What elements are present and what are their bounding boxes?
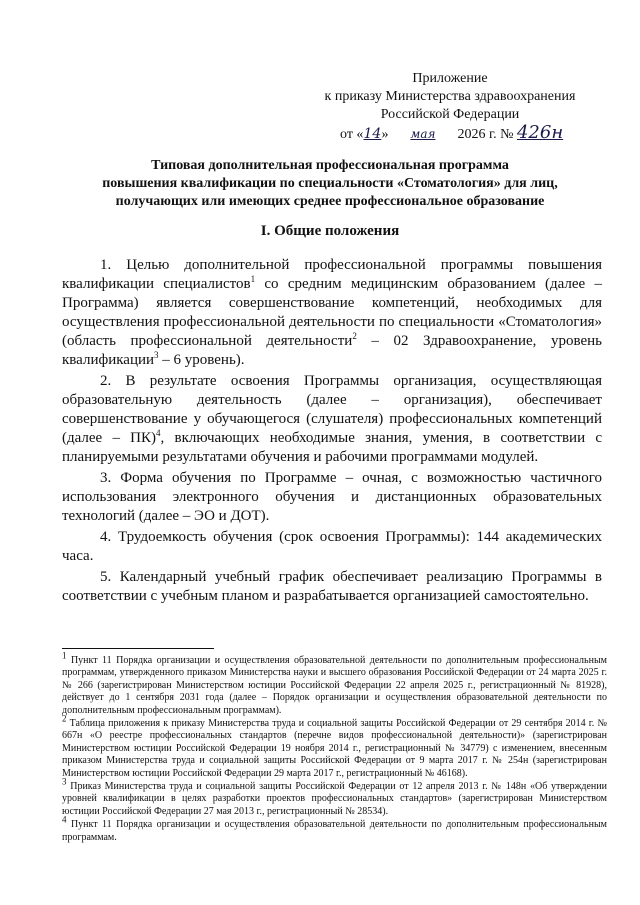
footnote-mark: 2 [62,713,67,724]
footnote-separator [62,648,214,649]
p1-text-b: со средним медицинским образованием (далее – Программа) является совершенствование компетенций, необходимых для осуществления профессиональной деятельности по специальности «Стоматология» (область профессиональной деятельности [62,276,602,349]
appendix-date-line [300,124,600,144]
appendix-ministry-line: Российской Федерации [380,107,520,122]
p2-text-b: , включающих необходимые знания, умения, в соответствии с планируемыми результатами обучения и рабочими программами модулей. [62,430,602,465]
paragraph-3: 3. Форма обучения по Программе – очная, с возможностью частичного использования электронного обучения и дистанционных образовательных технологий (далее – ЭО и ДОТ). [62,470,602,524]
p2-text-a: 2. В результате освоения Программы организация, осуществляющая образовательную деятельность (далее – организация), обеспечивает совершенствование у обучающегося (слушателя) профессиональных компетенций (далее – ПК) [62,373,602,446]
appendix-header [300,70,600,144]
footnote-ref-2: 2 [352,331,357,341]
footnote-mark: 3 [62,776,67,787]
footnote-3 [62,776,607,818]
footnote-ref-1: 1 [250,274,256,284]
title-line-1: Типовая дополнительная профессиональная программа [151,158,509,173]
paragraph-5: 5. Календарный учебный график обеспечивает реализацию Программы в соответствии с учебным планом и разрабатывается организацией самостоятельно. [62,569,602,604]
section-heading: I. Общие положения [260,223,400,239]
footnote-4 [62,814,607,844]
footnote-ref-4: 4 [156,428,161,438]
date-mid: » [381,127,389,142]
footnote-2 [62,713,607,780]
footnote-text: Пункт 11 Порядка организации и осуществления образовательной деятельности по дополнительным профессиональным программам. [62,819,607,843]
date-year: 2026 г. № [457,127,514,142]
footnote-text: Пункт 11 Порядка организации и осуществления образовательной деятельности по дополнительным профессиональным программам, утвержденного приказом Министерства науки и высшего образования Российской Федерации от 24 марта 2025 г. № 266 (зарегистрирован Министерством юстиции Российской Федерации 22 апреля 2025 г., регистрационный № 81928), действует до 1 сентября 2031 года (далее – Порядок организации и осуществления образовательной деятельности по дополнительным профессиональным программам). [62,655,607,716]
footnotes [62,650,607,845]
appendix-label: Приложение [412,71,488,86]
date-day: 14 [363,126,382,142]
title-line-3: получающих или имеющих среднее профессиональное образование [115,194,545,209]
body-text [62,256,602,608]
p1-text-d: – 6 уровень). [158,352,245,368]
paragraph-1 [62,256,602,370]
date-month: мая [410,127,436,141]
p1-text-a: 1. Целью дополнительной профессиональной программы повышения квалификации специалистов [62,257,602,292]
title-line-2: повышения квалификации по специальности «Стоматология» для лиц, [102,176,558,191]
paragraph-4: 4. Трудоемкость обучения (срок освоения Программы): 144 академических часа. [62,529,602,564]
paragraph-2 [62,372,602,467]
document-title [60,157,600,211]
appendix-order-line: к приказу Министерства здравоохранения [324,89,576,104]
date-prefix: от « [340,127,364,142]
order-number: 426н [516,122,564,143]
footnote-ref-3: 3 [154,350,159,360]
footnote-text: Таблица приложения к приказу Министерства труда и социальной защиты Российской Федерации от 29 сентября 2014 г. № 667н «О реестре профессиональных стандартов (перечне видов профессиональной деятельности)» (зарегистрирован Министерством юстиции Российской Федерации 19 ноября 2014 г., регистрационный № 34779) с изменением, внесенным приказом Министерства труда и социальной защиты Российской Федерации от 9 марта 2017 г. № 254н (зарегистрирован Министерством юстиции Российской Федерации 29 марта 2017 г., регистрационный № 46168). [62,718,607,779]
footnote-text: Приказ Министерства труда и социальной защиты Российской Федерации от 12 апреля 2013 г. № 148н «Об утверждении уровней квалификации в целях разработки проектов профессиональных стандартов» (зарегистрирован Министерством юстиции Российской Федерации 27 мая 2013 г., регистрационный № 28534). [62,781,607,817]
footnote-mark: 1 [62,650,67,661]
footnote-mark: 4 [62,814,67,825]
p1-text-c: – 02 Здравоохранение, уровень квалификации [62,333,602,368]
footnote-1 [62,650,607,717]
